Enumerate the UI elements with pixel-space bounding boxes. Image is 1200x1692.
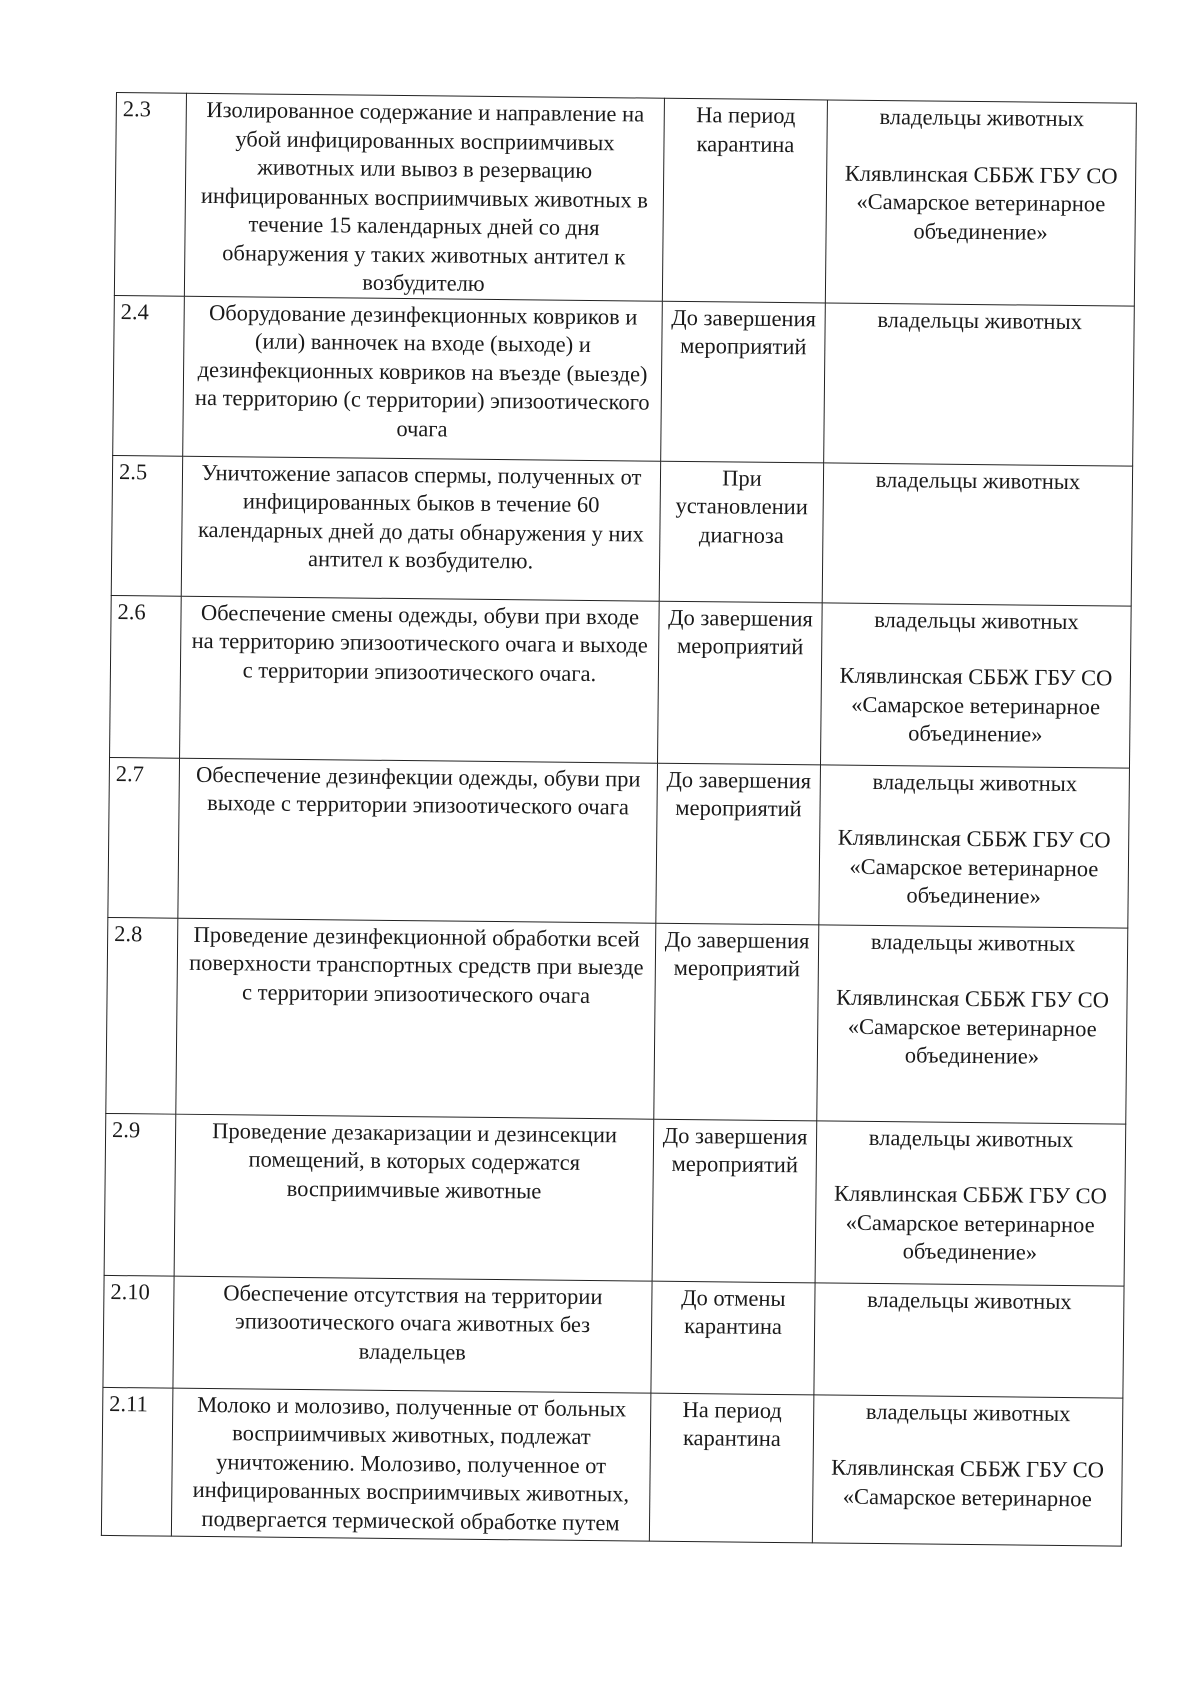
row-number: 2.8 bbox=[106, 917, 178, 1114]
responsible-cell bbox=[815, 1120, 1126, 1285]
term-text: До завершения мероприятий bbox=[654, 923, 819, 1121]
table-row bbox=[103, 1275, 1124, 1398]
responsible-owners: владельцы животных bbox=[865, 1398, 1071, 1426]
term-text: До завершения мероприятий bbox=[652, 1119, 817, 1283]
responsible-organization: Клявлинская СББЖ ГБУ СО «Самарское ветеринарное объединение» bbox=[836, 984, 1110, 1069]
measure-text: Уничтожение запасов спермы, полученных от инфицированных быков в течение 60 календарных дней до даты обнаружения у них антител к возбудителю. bbox=[181, 456, 660, 601]
table-row bbox=[111, 455, 1132, 606]
row-number: 2.11 bbox=[101, 1387, 173, 1536]
responsible-owners: владельцы животных bbox=[870, 928, 1076, 956]
responsible-cell bbox=[814, 1282, 1124, 1397]
table-row bbox=[108, 757, 1130, 928]
responsible-cell bbox=[817, 924, 1128, 1123]
responsible-cell bbox=[825, 100, 1136, 306]
term-text: До завершения мероприятий bbox=[661, 301, 826, 463]
table-row bbox=[101, 1387, 1122, 1546]
responsible-cell bbox=[812, 1394, 1123, 1545]
measure-text: Проведение дезакаризации и дезинсекции помещений, в которых содержатся восприимчивые животные bbox=[174, 1114, 654, 1281]
responsible-owners: владельцы животных bbox=[872, 768, 1078, 796]
measure-text: Обеспечение смены одежды, обуви при входе на территорию эпизоотического очага и выходе с территории эпизоотического очага. bbox=[180, 596, 660, 763]
row-number: 2.10 bbox=[103, 1275, 174, 1388]
measures-table bbox=[101, 92, 1137, 1546]
term-text: На период карантина bbox=[649, 1393, 814, 1543]
responsible-organization: Клявлинская СББЖ ГБУ СО «Самарское ветеринарное объединение» bbox=[833, 1180, 1108, 1265]
row-number: 2.5 bbox=[111, 455, 182, 596]
responsible-cell bbox=[819, 764, 1130, 927]
responsible-owners: владельцы животных bbox=[874, 606, 1079, 634]
measure-text: Обеспечение отсутствия на территории эпизоотического очага животных без владельцев bbox=[173, 1276, 652, 1393]
responsible-cell bbox=[824, 302, 1135, 465]
table-row bbox=[104, 1113, 1126, 1286]
responsible-owners: владельцы животных bbox=[867, 1286, 1072, 1314]
measure-text: Изолированное содержание и направление на убой инфицированных восприимчивых животных или вывоз в резервацию инфицированных восприимчивых животных в течение 15 календарных дней со дня обнаружения у таких животных антител к возбудителю bbox=[184, 93, 664, 300]
responsible-organization: Клявлинская СББЖ ГБУ СО «Самарское ветеринарное объединение» bbox=[844, 160, 1118, 245]
table-row bbox=[106, 917, 1128, 1124]
term-text: При установлении диагноза bbox=[659, 461, 823, 603]
row-number: 2.4 bbox=[113, 295, 185, 456]
measure-text: Обеспечение дезинфекции одежды, обуви при выходе с территории эпизоотического очага bbox=[178, 758, 658, 923]
row-number: 2.9 bbox=[104, 1113, 176, 1276]
row-number: 2.6 bbox=[110, 595, 182, 758]
term-text: На период карантина bbox=[662, 98, 827, 302]
table-row bbox=[114, 93, 1136, 306]
responsible-cell bbox=[820, 602, 1131, 767]
term-text: До отмены карантина bbox=[651, 1281, 815, 1395]
term-text: До завершения мероприятий bbox=[658, 601, 823, 765]
responsible-organization: Клявлинская СББЖ ГБУ СО «Самарское ветеринарное объединение» bbox=[839, 662, 1113, 747]
responsible-owners: владельцы животных bbox=[879, 103, 1085, 132]
measure-text: Оборудование дезинфекционных ковриков и (или) ванночек на входе (выходе) и дезинфекционных ковриков на въезде (выезде) на территорию (с территории) эпизоотического очага bbox=[183, 296, 663, 461]
row-number: 2.7 bbox=[108, 757, 180, 918]
measure-text: Молоко и молозиво, полученные от больных восприимчивых животных, подлежат уничтожению. Молозиво, полученное от инфицированных восприимчивых животных, подвергается термической обработке путем bbox=[171, 1388, 651, 1541]
responsible-owners: владельцы животных bbox=[877, 306, 1083, 334]
responsible-organization: Клявлинская СББЖ ГБУ СО «Самарское ветеринарное bbox=[831, 1454, 1105, 1511]
row-number: 2.3 bbox=[114, 93, 186, 296]
responsible-owners: владельцы животных bbox=[868, 1124, 1074, 1152]
measure-text: Проведение дезинфекционной обработки всей поверхности транспортных средств при выезде с территории эпизоотического очага bbox=[176, 918, 656, 1119]
table-row bbox=[113, 295, 1135, 466]
term-text: До завершения мероприятий bbox=[656, 763, 821, 925]
responsible-owners: владельцы животных bbox=[875, 466, 1081, 494]
responsible-cell bbox=[822, 462, 1132, 605]
table-row bbox=[110, 595, 1132, 768]
responsible-organization: Клявлинская СББЖ ГБУ СО «Самарское ветеринарное объединение» bbox=[837, 824, 1111, 909]
